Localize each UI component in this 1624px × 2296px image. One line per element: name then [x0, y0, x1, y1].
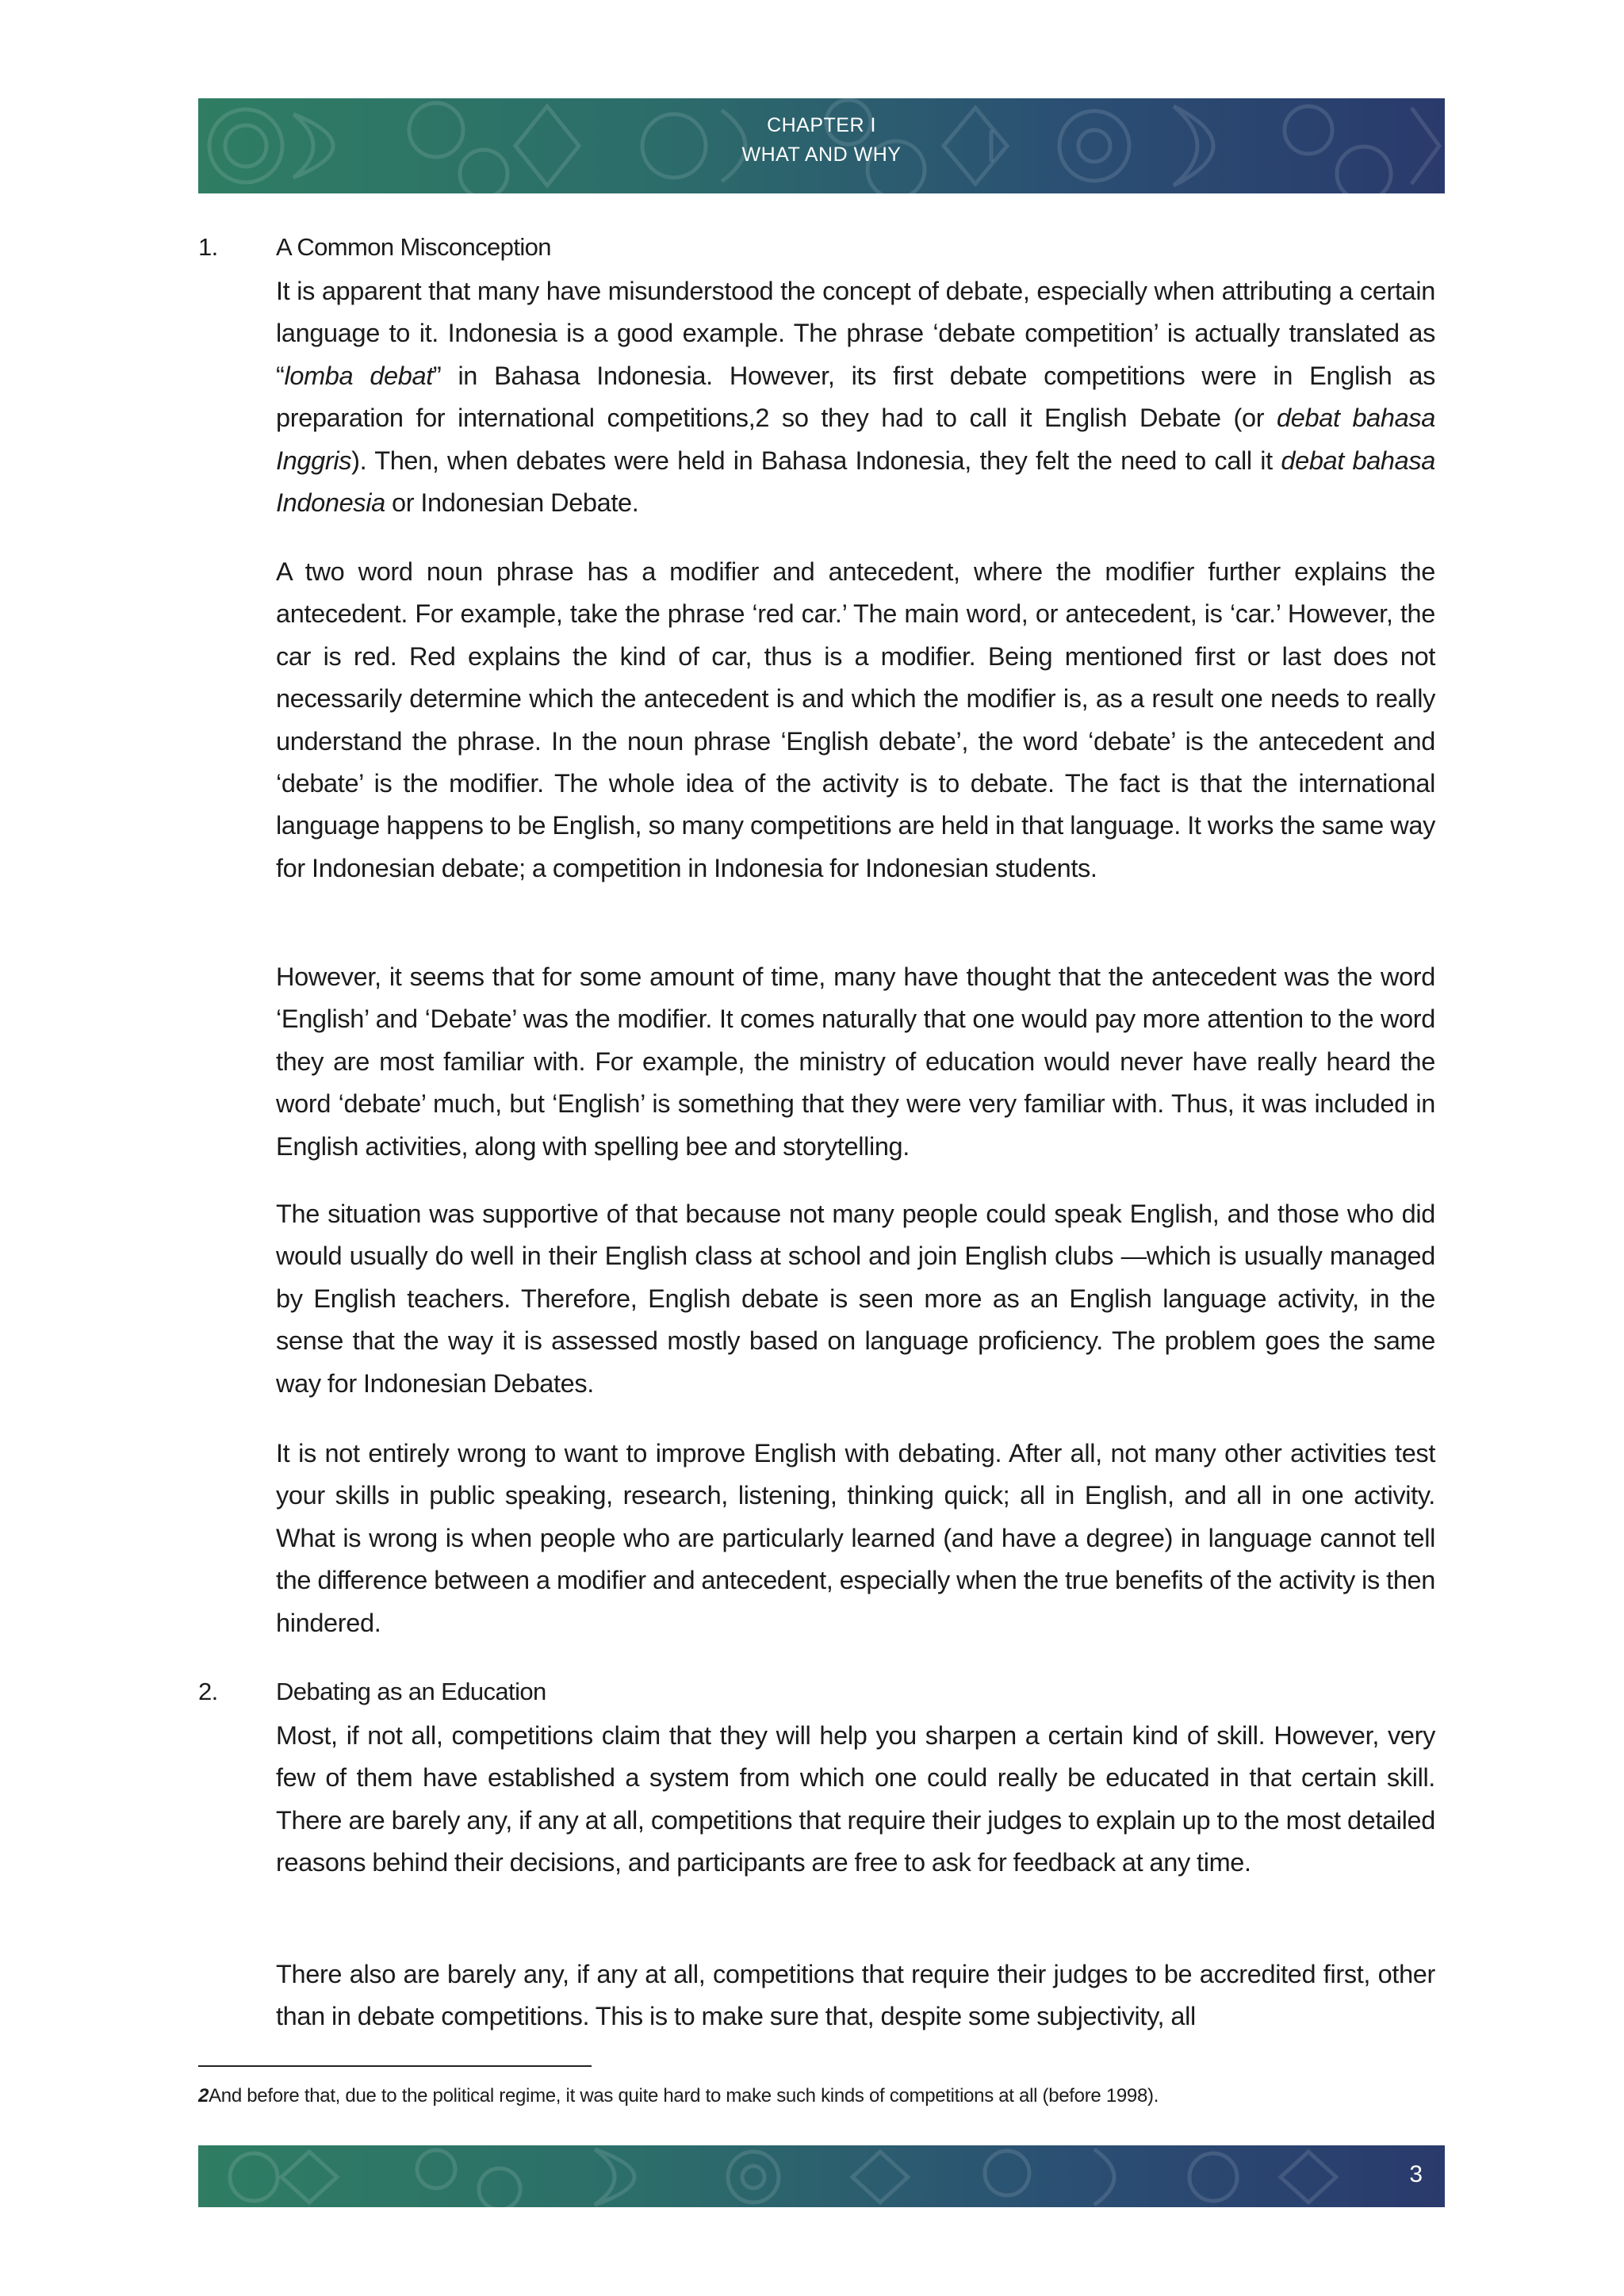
paragraph: There also are barely any, if any at all, competitions that require their judges to be accredited first, other than in debate competitions. This is to make sure that, despite some subjectivity, all	[276, 1960, 1435, 2031]
paragraph: However, it seems that for some amount of time, many have thought that the antecedent was the word ‘English’ and ‘Debate’ was the modifier. It comes naturally that one would pay more attention to the word they are most familiar with. For example, the ministry of education would never have really heard the word ‘debate’ much, but ‘English’ is something that they were very familiar with. Thus, it was included in English activities, along with spelling bee and storytelling.	[276, 962, 1435, 1161]
paragraph: It is apparent that many have misunderstood the concept of debate, especially when attributing a certain language to it. Indonesia is a good example. The phrase ‘debate competition’ is actually translated as “lomba debat” in Bahasa Indonesia. However, its first debate competitions were in English as preparation for international competitions,2 so they had to call it English Debate (or debat bahasa Inggris). Then, when debates were held in Bahasa Indonesia, they felt the need to call it debat bahasa Indonesia or Indonesian Debate.	[276, 277, 1436, 518]
paragraph: A two word noun phrase has a modifier and antecedent, where the modifier further explains the antecedent. For example, take the phrase ‘red car.’ The main word, or antecedent, is ‘car.’ However, the car is red. Red explains the kind of car, thus is a modifier. Being mentioned first or last does not necessarily determine which the antecedent is and which the modifier is, as a result one needs to really understand the phrase. In the noun phrase ‘English debate’, the word ‘debate’ is the antecedent and ‘debate’ is the modifier. The whole idea of the activity is to debate. The fact is that the international language happens to be English, so many competitions are held in that language. It works the same way for Indonesian debate; a competition in Indonesia for Indonesian students.	[276, 557, 1435, 882]
footnote-text: And before that, due to the political regime, it was quite hard to make such kinds of competitions at all (before 1998).	[209, 2085, 1159, 2107]
footnote	[198, 2084, 1451, 2109]
footnote-divider	[198, 2065, 592, 2067]
paragraph: Most, if not all, competitions claim that they will help you sharpen a certain kind of skill. However, very few of them have established a system from which one could really be educated in that certain skill. There are barely any, if any at all, competitions that require their judges to explain up to the most detailed reasons behind their decisions, and participants are free to ask for feedback at any time.	[276, 1721, 1435, 1877]
paragraph: It is not entirely wrong to want to improve English with debating. After all, not many other activities test your skills in public speaking, research, listening, thinking quick; all in English, and all in one activity. What is wrong is when people who are particularly learned (and have a degree) in language cannot tell the difference between a modifier and antecedent, especially when the true benefits of the activity is then hindered.	[276, 1439, 1435, 1637]
chapter-label: CHAPTER I	[767, 114, 876, 136]
footnote-marker: 2	[198, 2085, 209, 2107]
chapter-title: WHAT AND WHY	[741, 144, 902, 166]
paragraph: The situation was supportive of that because not many people could speak English, and those who did would usually do well in their English class at school and join English clubs —which is usually managed by English teachers. Therefore, English debate is seen more as an English language activity, in the sense that the way it is assessed mostly based on language proficiency. The problem goes the same way for Indonesian Debates.	[276, 1200, 1435, 1398]
section-number: 1.	[198, 233, 218, 261]
section-number: 2.	[198, 1678, 218, 1705]
page-number: 3	[1409, 2161, 1423, 2187]
footer-banner	[198, 2145, 1445, 2207]
section-title: A Common Misconception	[276, 233, 551, 261]
header-banner	[198, 98, 1445, 193]
chapter-heading	[198, 111, 1445, 170]
section-title: Debating as an Education	[276, 1678, 546, 1705]
batik-pattern	[198, 2145, 1445, 2207]
